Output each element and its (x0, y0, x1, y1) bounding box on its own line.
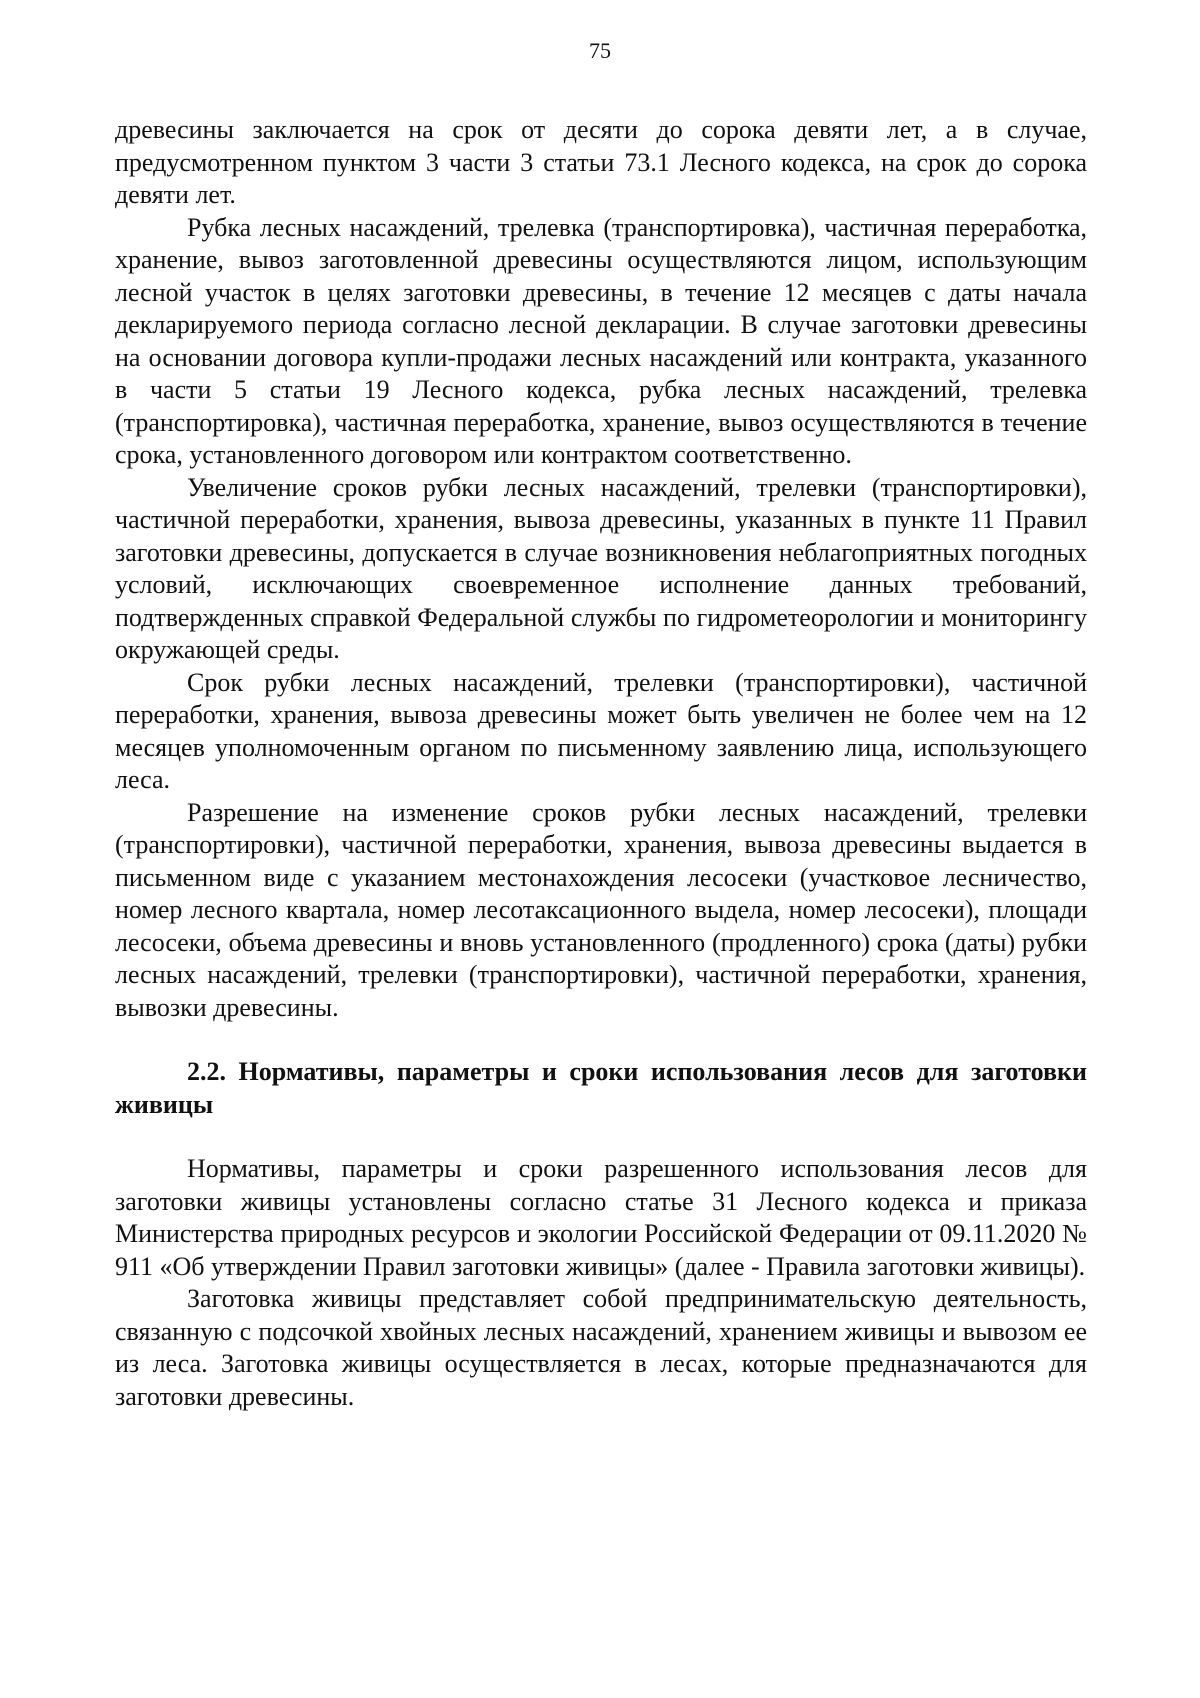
section-heading: 2.2. Нормативы, параметры и сроки использования лесов для заготовки живицы (115, 1057, 1087, 1119)
paragraph: древесины заключается на срок от десяти до сорока девяти лет, а в случае, предусмотренном пунктом 3 части 3 статьи 73.1 Лесного кодекса, на срок до сорока девяти лет. (115, 115, 1087, 209)
paragraph: Заготовка живицы представляет собой предпринимательскую деятельность, связанную с подсочкой хвойных лесных насаждений, хранением живицы и вывозом ее из леса. Заготовка живицы осуществляется в лесах, которые предназначаются для заготовки древесины. (115, 1284, 1087, 1411)
paragraph: Увеличение сроков рубки лесных насаждений, трелевки (транспортировки), частичной переработки, хранения, вывоза древесины, указанных в пункте 11 Правил заготовки древесины, допускается в случае возникновения неблагоприятных погодных условий, исключающих своевременное исполнение данных требований, подтвержденных справкой Федеральной службы по гидрометеорологии и мониторингу окружающей среды. (115, 472, 1087, 664)
document-body (115, 114, 1087, 1413)
paragraph: Срок рубки лесных насаждений, трелевки (транспортировки), частичной переработки, хранения, вывоза древесины может быть увеличен не более чем на 12 месяцев уполномоченным органом по письменному заявлению лица, использующего леса. (115, 667, 1087, 794)
paragraph: Нормативы, параметры и сроки разрешенного использования лесов для заготовки живицы установлены согласно статье 31 Лесного кодекса и приказа Министерства природных ресурсов и экологии Российской Федерации от 09.11.2020 № 911 «Об утверждении Правил заготовки живицы» (далее - Правила заготовки живицы). (115, 1154, 1087, 1281)
page-number: 75 (589, 38, 611, 63)
paragraph: Разрешение на изменение сроков рубки лесных насаждений, трелевки (транспортировки), частичной переработки, хранения, вывоза древесины выдается в письменном виде с указанием местонахождения лесосеки (участковое лесничество, номер лесного квартала, номер лесотаксационного выдела, номер лесосеки), площади лесосеки, объема древесины и вновь установленного (продленного) срока (даты) рубки лесных насаждений, трелевки (транспортировки), частичной переработки, хранения, вывозки древесины. (115, 797, 1087, 1022)
paragraph: Рубка лесных насаждений, трелевка (транспортировка), частичная переработка, хранение, вывоз заготовленной древесины осуществляются лицом, использующим лесной участок в целях заготовки древесины, в течение 12 месяцев с даты начала декларируемого периода согласно лесной декларации. В случае заготовки древесины на основании договора купли-продажи лесных насаждений или контракта, указанного в части 5 статьи 19 Лесного кодекса, рубка лесных насаждений, трелевка (транспортировка), частичная переработка, хранение, вывоз осуществляются в течение срока, установленного договором или контрактом соответственно. (115, 212, 1087, 469)
